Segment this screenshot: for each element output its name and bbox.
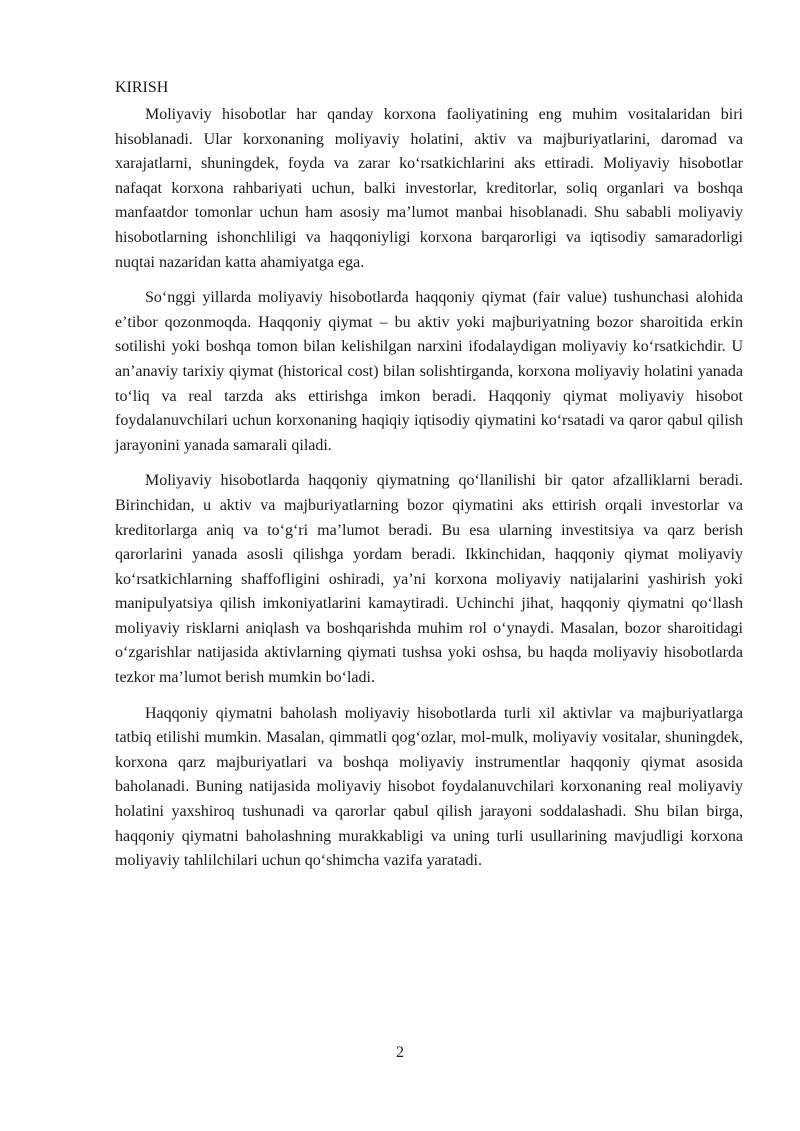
paragraph-2: Soʻnggi yillarda moliyaviy hisobotlarda haqqoniy qiymat (fair value) tushunchasi alohida eʼtibor qozonmoqda. Haqqoniy qiymat – bu aktiv yoki majburiyatning bozor sharoitida erkin sotilishi yoki boshqa tomon bilan kelishilgan narxini ifodalaydigan moliyaviy koʻrsatkichdir. U anʼanaviy tarixiy qiymat (historical cost) bilan solishtirganda, korxona moliyaviy holatini yanada toʻliq va real tarzda aks ettirishga imkon beradi. Haqqoniy qiymat moliyaviy hisobot foydalanuvchilari uchun korxonaning haqiqiy iqtisodiy qiymatini koʻrsatadi va qaror qabul qilish jarayonini yanada samarali qiladi.: [115, 289, 743, 454]
paragraph-4: Haqqoniy qiymatni baholash moliyaviy hisobotlarda turli xil aktivlar va majburiyatlarga tatbiq etilishi mumkin. Masalan, qimmatli qogʻozlar, mol-mulk, moliyaviy vositalar, shuningdek, korxona qarz majburiyatlari va boshqa moliyaviy instrumentlar haqqoniy qiymat asosida baholanadi. Buning natijasida moliyaviy hisobot foydalanuvchilari korxonaning real moliyaviy holatini yaxshiroq tushunadi va qarorlar qabul qilish jarayoni soddalashadi. Shu bilan birga, haqqoniy qiymatni baholashning murakkabligi va uning turli usullarining mavjudligi korxona moliyaviy tahlilchilari uchun qoʻshimcha vazifa yaratadi.: [115, 704, 743, 870]
paragraph-3: Moliyaviy hisobotlarda haqqoniy qiymatning qoʻllanilishi bir qator afzalliklarni beradi. Birinchidan, u aktiv va majburiyatlarning bozor qiymatini aks ettirish orqali investorlar va kreditorlarga aniq va toʻgʻri maʼlumot beradi. Bu esa ularning investitsiya va qarz berish qarorlarini yanada asosli qilishga yordam beradi. Ikkinchidan, haqqoniy qiymat moliyaviy koʻrsatkichlarning shaffofligini oshiradi, yaʼni korxona moliyaviy natijalarini yashirish yoki manipulyatsiya qilish imkoniyatlarini kamaytiradi. Uchinchi jihat, haqqoniy qiymatni qoʻllash moliyaviy risklarni aniqlash va boshqarishda muhim rol oʻynaydi. Masalan, bozor sharoitidagi oʻzgarishlar natijasida aktivlarning qiymati tushsa yoki oshsa, bu haqda moliyaviy hisobotlarda tezkor maʼlumot berish mumkin boʻladi.: [115, 472, 743, 687]
page-number: 2: [396, 1044, 404, 1061]
section-heading: KIRISH: [115, 79, 169, 96]
paragraph-1: Moliyaviy hisobotlar har qanday korxona faoliyatining eng muhim vositalaridan biri hisoblanadi. Ular korxonaning moliyaviy holatini, aktiv va majburiyatlarini, daromad va xarajatlarni, shuningdek, foyda va zarar koʻrsatkichlarini aks ettiradi. Moliyaviy hisobotlar nafaqat korxona rahbariyati uchun, balki investorlar, kreditorlar, soliq organlari va boshqa manfaatdor tomonlar uchun ham asosiy maʼlumot manbai hisoblanadi. Shu sababli moliyaviy hisobotlarning ishonchliligi va haqqoniyligi korxona barqarorligi va iqtisodiy samaradorligi nuqtai nazaridan katta ahamiyatga ega.: [115, 106, 743, 271]
page-content: [115, 76, 743, 885]
